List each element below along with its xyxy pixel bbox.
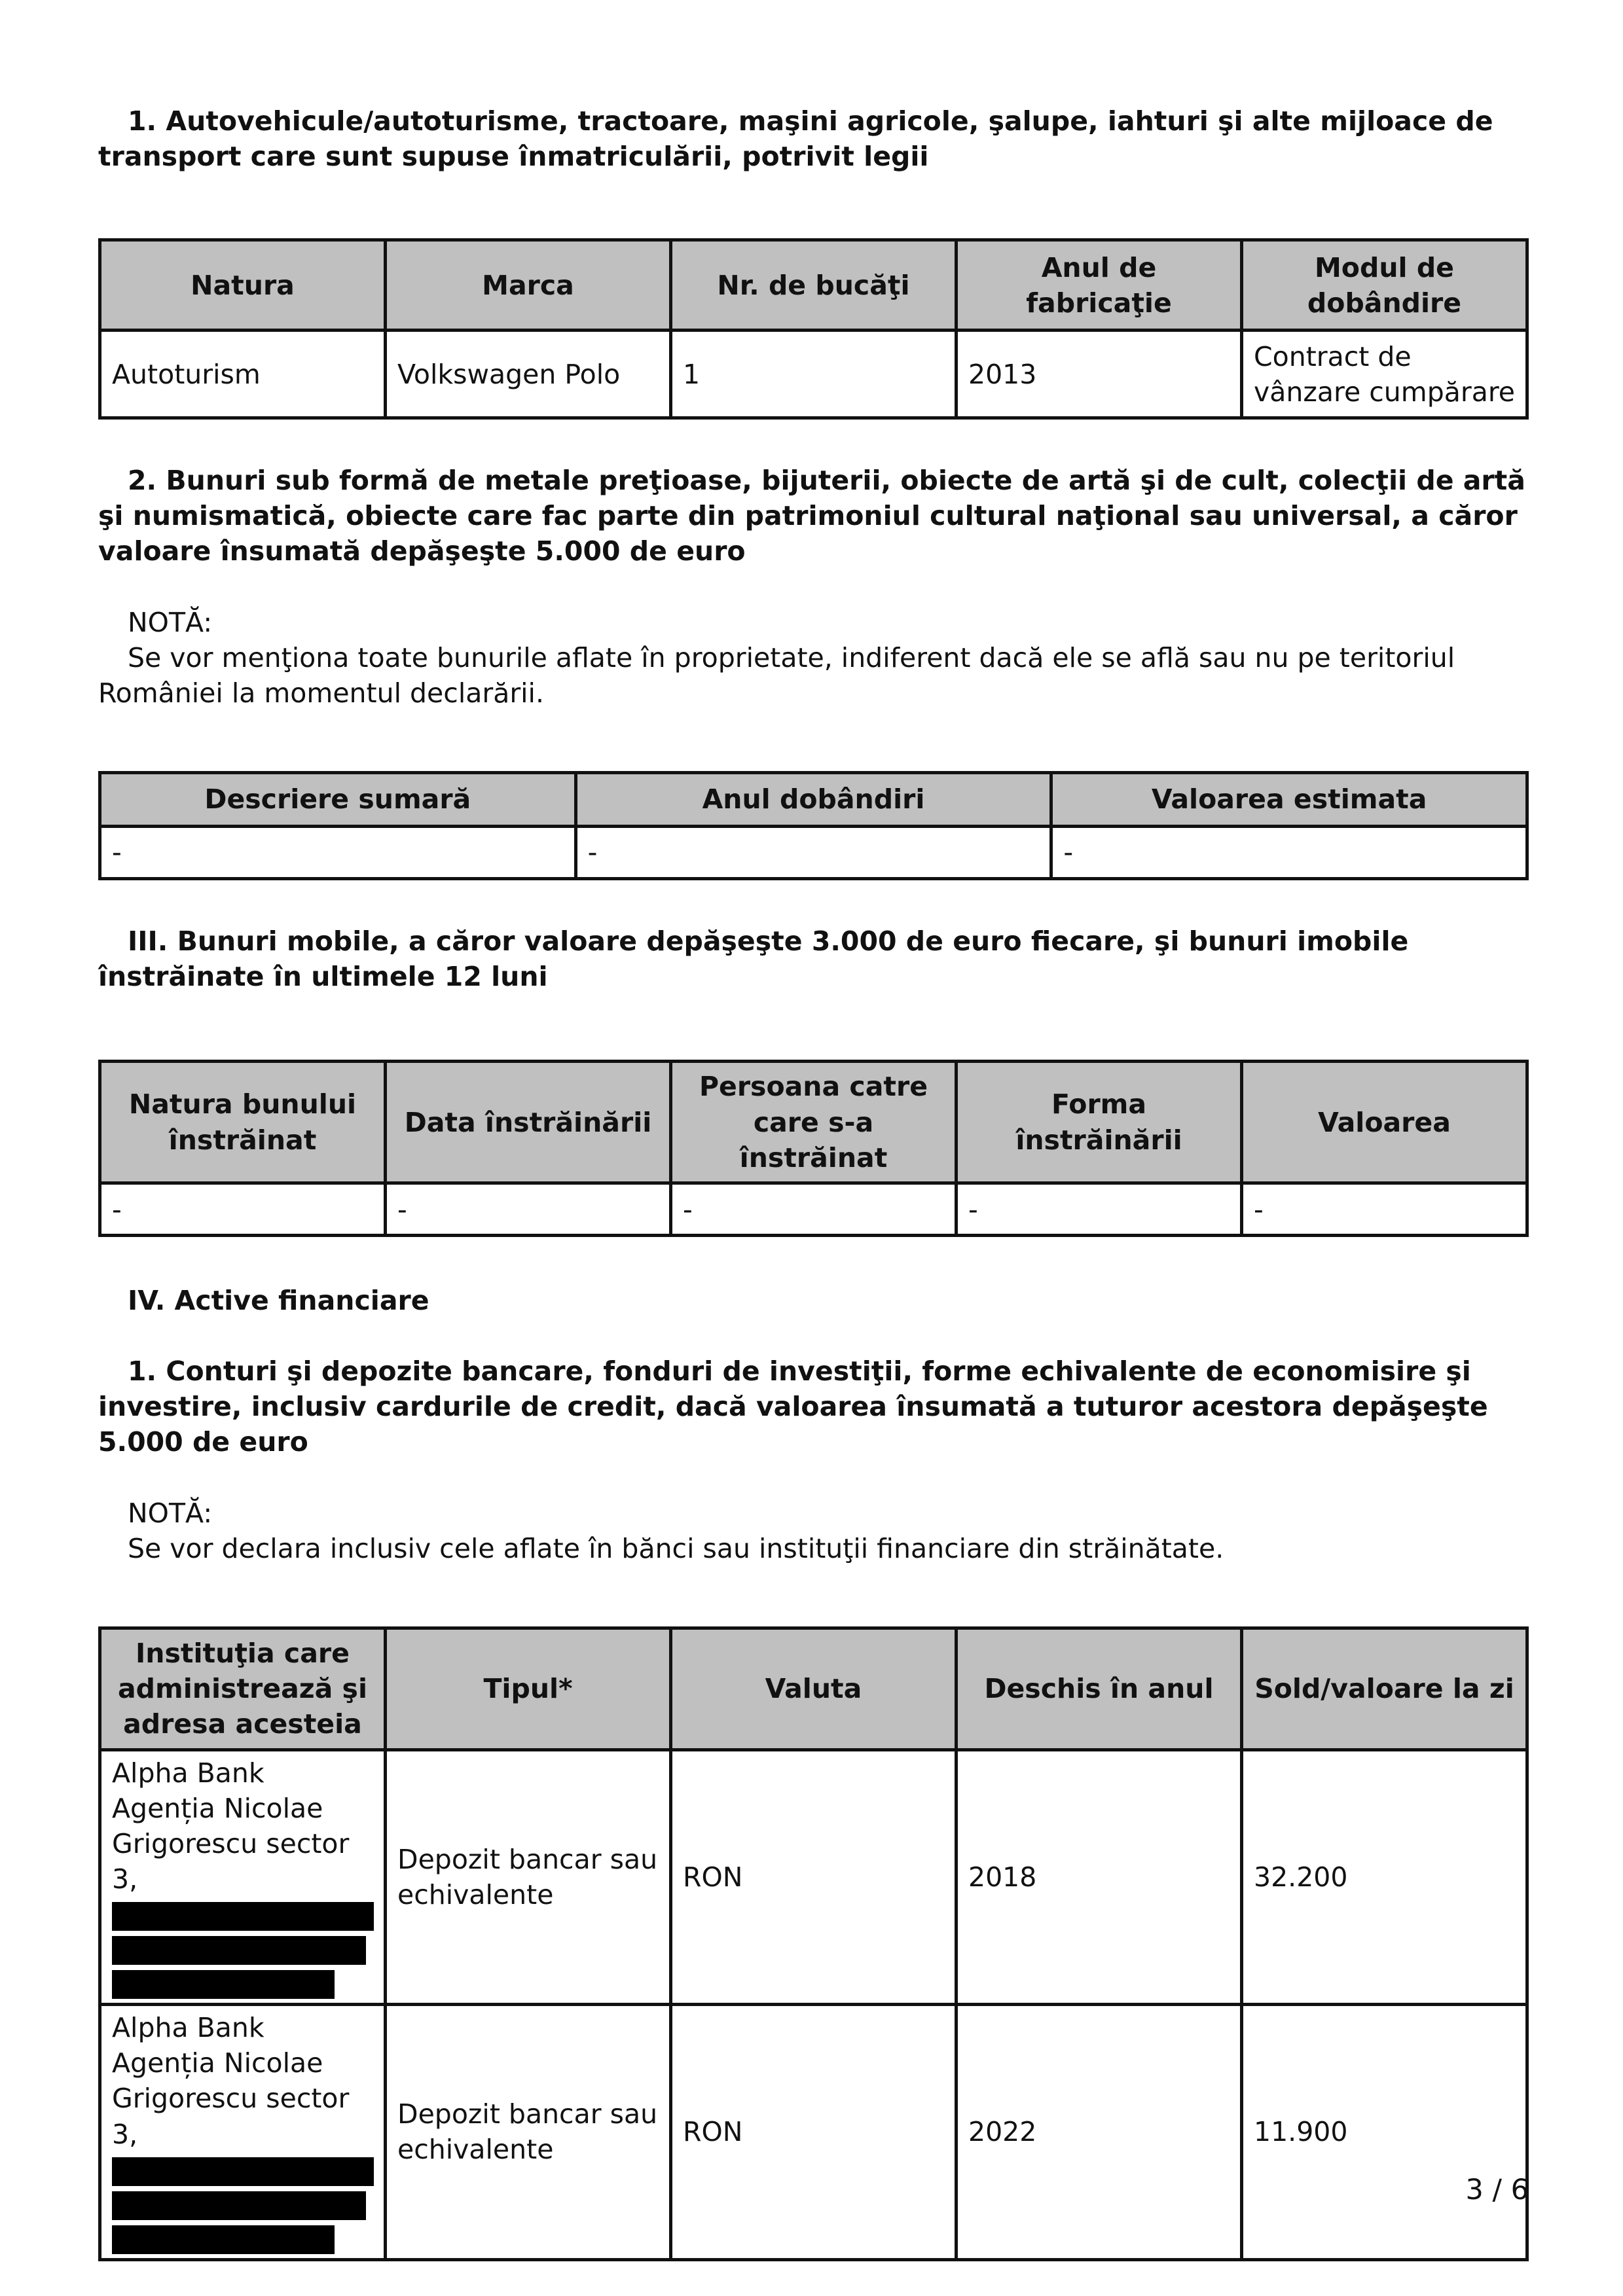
table-cell: -: [1242, 1183, 1527, 1236]
redaction-bar: [112, 2157, 374, 2186]
table-row: [100, 2005, 1527, 2259]
column-header: Tipul*: [386, 1628, 671, 1749]
column-header: Valoarea: [1242, 1062, 1527, 1183]
financial-heading: 1. Conturi şi depozite bancare, fonduri de investiţii, forme echivalente de economisire şi investire, inclusiv cardurile de credit, dacă valoarea însumată a tuturor acestora depăşeşte 5.000 de euro: [98, 1355, 1488, 1458]
redaction-bar: [112, 1902, 374, 1931]
table-cell: -: [671, 1183, 957, 1236]
column-header: Sold/valoare la zi: [1242, 1628, 1527, 1749]
table-cell: Depozit bancar sau echivalente: [386, 2005, 671, 2259]
institution-cell: [100, 2005, 386, 2259]
column-header: Natura bunului înstrăinat: [100, 1062, 386, 1183]
table-cell: -: [100, 826, 576, 878]
vehicles-heading: 1. Autovehicule/autoturisme, tractoare, maşini agricole, şalupe, iahturi şi alte mijloace de transport care sunt supuse înmatriculării, potrivit legii: [98, 105, 1493, 173]
redaction-bar: [112, 1936, 366, 1965]
valuables-heading: 2. Bunuri sub formă de metale preţioase, bijuterii, obiecte de artă şi de cult, colecţii de artă şi numismatică, obiecte care fac parte din patrimoniul cultural naţional sau universal, a căror valoare însumată depăşeşte 5.000 de euro: [98, 465, 1525, 567]
table-cell: Depozit bancar sau echivalente: [386, 1749, 671, 2004]
redaction-bar: [112, 2225, 335, 2254]
transfers-heading: III. Bunuri mobile, a căror valoare depăşeşte 3.000 de euro fiecare, şi bunuri imobile înstrăinate în ultimele 12 luni: [98, 925, 1409, 992]
column-header: Modul de dobândire: [1242, 240, 1527, 331]
note-text: Se vor declara inclusiv cele aflate în bănci sau instituţii financiare din străinătate.: [128, 1532, 1224, 1564]
financial-title: IV. Active financiare: [128, 1285, 429, 1317]
valuables-table: [98, 771, 1529, 880]
column-header: Nr. de bucăţi: [671, 240, 957, 331]
institution-text: Alpha Bank Agenția Nicolae Grigorescu sector 3,: [112, 1757, 350, 1895]
table-row: [100, 826, 1527, 878]
table-cell: 1: [671, 331, 957, 418]
table-cell: 2018: [957, 1749, 1242, 2004]
table-row: [100, 1749, 1527, 2004]
table-row: [100, 331, 1527, 418]
document-page: [98, 103, 1529, 2261]
transfers-table: [98, 1060, 1529, 1237]
table-row: [100, 1183, 1527, 1236]
column-header: Deschis în anul: [957, 1628, 1242, 1749]
table-cell: -: [957, 1183, 1242, 1236]
financial-table: [98, 1626, 1529, 2261]
column-header: Descriere sumară: [100, 772, 576, 826]
table-cell: -: [575, 826, 1051, 878]
column-header: Marca: [386, 240, 671, 331]
table-cell: -: [1051, 826, 1527, 878]
redaction-bar: [112, 2191, 366, 2220]
table-cell: 2013: [957, 331, 1242, 418]
table-cell: RON: [671, 2005, 957, 2259]
note-label: NOTĂ:: [128, 606, 213, 638]
vehicles-table: [98, 238, 1529, 420]
table-cell: -: [100, 1183, 386, 1236]
page-number: 3 / 6: [1465, 2174, 1529, 2206]
table-cell: -: [386, 1183, 671, 1236]
institution-text: Alpha Bank Agenția Nicolae Grigorescu sector 3,: [112, 2012, 350, 2150]
table-cell: Contract de vânzare cumpărare: [1242, 331, 1527, 418]
table-cell: Autoturism: [100, 331, 386, 418]
note-label: NOTĂ:: [128, 1497, 213, 1529]
column-header: Data înstrăinării: [386, 1062, 671, 1183]
table-cell: 32.200: [1242, 1749, 1527, 2004]
redaction-bar: [112, 1970, 335, 1999]
column-header: Valuta: [671, 1628, 957, 1749]
column-header: Forma înstrăinării: [957, 1062, 1242, 1183]
institution-cell: [100, 1749, 386, 2004]
table-cell: 2022: [957, 2005, 1242, 2259]
column-header: Anul de fabricaţie: [957, 240, 1242, 331]
column-header: Instituţia care administrează şi adresa acesteia: [100, 1628, 386, 1749]
column-header: Anul dobândiri: [575, 772, 1051, 826]
column-header: Valoarea estimata: [1051, 772, 1527, 826]
table-cell: RON: [671, 1749, 957, 2004]
table-cell: Volkswagen Polo: [386, 331, 671, 418]
column-header: Natura: [100, 240, 386, 331]
note-text: Se vor menţiona toate bunurile aflate în proprietate, indiferent dacă ele se află sau nu pe teritoriul României la momentul declarării.: [98, 641, 1455, 709]
column-header: Persoana catre care s-a înstrăinat: [671, 1062, 957, 1183]
table-cell: 11.900: [1242, 2005, 1527, 2259]
